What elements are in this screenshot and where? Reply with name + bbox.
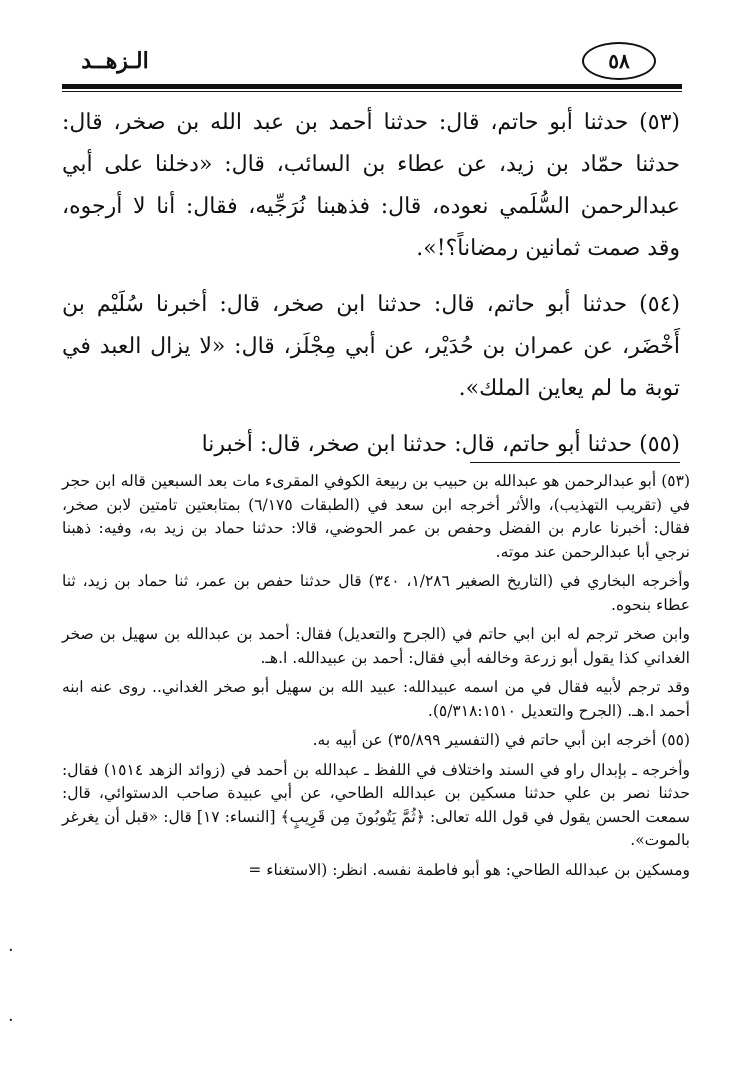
footnote-55-zawaid: وأخرجه ـ بإبدال راو في السند واختلاف في اللفظ ـ عبدالله بن أحمد في (زوائد الزهد ١٥١٤) فقال: حدثنا نصر بن علي حدثنا مسكين بن عبدالله الطاحي، عن أبي عبيدة صاحب الدستوائي، قال: سمعت الحسن يقول في قول الله تعالى: ﴿ثُمَّ يَتُوبُونَ مِن قَرِيبٍ﴾ [النساء: ١٧] قال: «قبل أن يغرغر بالموت».	[62, 760, 691, 849]
paragraph-53: (٥٣) حدثنا أبو حاتم، قال: حدثنا أحمد بن عبد الله بن صخر، قال: حدثنا حمّاد بن زيد، عن عطاء بن السائب، قال: «دخلنا على أبي عبدالرحمن السُّلَمي نعوده، قال: فذهبنا نُرَجِّيه، فقال: أنا لا أرجوه، وقد صمت ثمانين رمضاناً؟!».	[62, 110, 680, 261]
footnote-53-bukhari: وأخرجه البخاري في (التاريخ الصغير ١/٢٨٦، ٣٤٠) قال حدثنا حفص بن عمر، ثنا حماد بن زيد، ثنا عطاء بنحوه.	[62, 572, 690, 614]
footnote-55-miskin: ومسكين بن عبدالله الطاحي: هو أبو فاطمة نفسه. انظر: (الاستغناء =	[248, 860, 690, 879]
footnote-55: (٥٥) أخرجه ابن أبي حاتم في (التفسير ٣٥/٨٩٩) عن أبيه به.	[312, 731, 690, 749]
page-number: ٥٨	[582, 42, 656, 80]
footnote-53-ibn-sakhr: وابن صخر ترجم له ابن ابي حاتم في (الجرح والتعديل) فقال: أحمد بن عبدالله بن سهيل بن صخر الغداني كذا يقول أبو زرعة وخالفه أبي فقال: أحمد بن عبيدالله. ا.هـ.	[62, 625, 690, 667]
footnote-53: (٥٣) أبو عبدالرحمن هو عبدالله بن حبيب بن ربيعة الكوفي المقرىء مات بعد السبعين قاله ابن حجر في (تقريب التهذيب)، والأثر أخرجه ابن سعد في (الطبقات ٦/١٧٥) بمتابعتين تامتين لابن صخر، فقال: أخبرنا عارم بن الفضل وحفص بن عمر الحوضي، قالا: حدثنا حماد بن زيد به، وفيه: ذهبنا نرجي أبا عبدالرحمن عند موته.	[62, 472, 690, 561]
header-rule-thick	[62, 84, 682, 89]
main-text	[62, 102, 680, 480]
margin-mark: ·	[8, 1010, 14, 1031]
margin-mark: ·	[8, 940, 14, 961]
paragraph-54: (٥٤) حدثنا أبو حاتم، قال: حدثنا ابن صخر، قال: أخبرنا سُلَيْم بن أَخْضَر، عن عمران بن حُدَيْر، عن أبي مِجْلَز، قال: «لا يزال العبد في توبة ما لم يعاين الملك».	[62, 292, 680, 401]
header-rule-thin	[62, 91, 682, 92]
footnotes	[62, 470, 690, 888]
footnote-separator	[470, 462, 680, 463]
running-header-title: الـزهــد	[81, 48, 149, 74]
paragraph-55: (٥٥) حدثنا أبو حاتم، قال: حدثنا ابن صخر، قال: أخبرنا	[201, 432, 680, 457]
footnote-53-father: وقد ترجم لأبيه فقال في من اسمه عبيدالله: عبيد الله بن سهيل أبو صخر الغداني.. روى عنه ابنه أحمد ا.هـ. (الجرح والتعديل ٥/٣١٨:١٥١٠).	[62, 678, 690, 720]
